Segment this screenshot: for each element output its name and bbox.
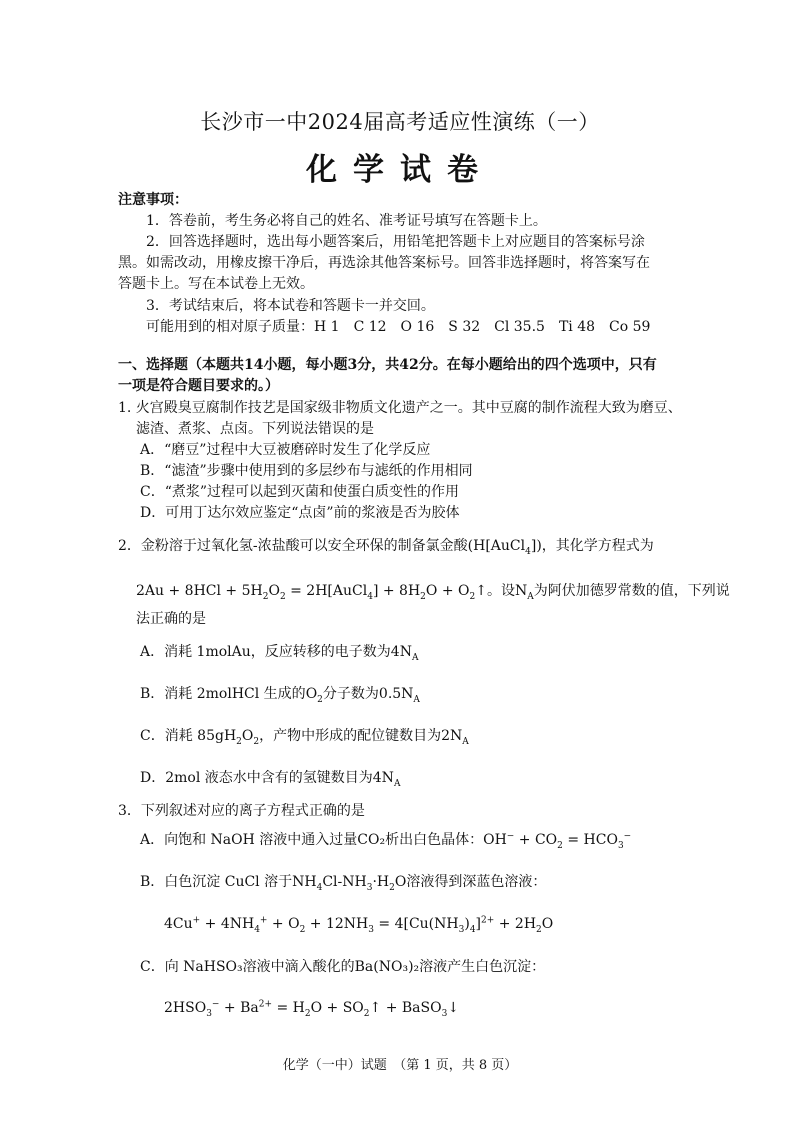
notice-item-1: 1．答卷前，考生务必将自己的姓名、准考证号填写在答题卡上。 [146,213,547,229]
q2-stem-line-1 [118,536,654,556]
q2-stem-line-3: 法正确的是 [136,611,206,627]
q2-option-b: B．消耗 2molHCl 生成的$O_2$分子数为$0.5N_A$ [140,686,420,705]
q2-eq-tail-2: 为阿伏加德罗常数的值，下列说 [533,583,730,599]
chloroauric-acid-formula: H[AuCl$_4$] [473,538,537,557]
q1-option-b: B．“滤渣”步骤中使用到的多层纱布与滤纸的作用相同 [140,463,473,479]
q2-stem-pre: 2．金粉溶于过氧化氢-浓盐酸可以安全环保的制备氯金酸( [118,538,474,554]
q3-option-b-equation: $4Cu^+ + 4NH_4^+ + O_2 + 12NH_3 = 4[Cu(NH_3)_4]^{2+} + 2H_2O$ [164,915,554,935]
q2-equation: $2Au + 8HCl + 5H_2O_2$ = 2H[AuCl$_4$] + $8H_2O$ + $O_2↑$ [136,583,487,602]
q2-option-d: D．2mol 液态水中含有的氢键数目为$4N_A$ [140,770,401,789]
q2-equation-line: $2Au + 8HCl + 5H_2O_2$ = 2H[AuCl$_4$] + $8H_2O$ + $O_2↑$。设$N_A$为阿伏加德罗常数的值，下列说 [136,583,730,602]
notice-item-3: 3．考试结束后，将本试卷和答题卡一并交回。 [146,298,435,314]
page-footer: 化学（一中）试题 （第 1 页，共 8 页） [282,1058,518,1073]
q3-option-a: A．向饱和 NaOH 溶液中通入过量CO₂析出白色晶体：$OH^- + CO_2 = HCO_3^-$ [140,831,632,851]
q2-option-b-text-2: 分子数为 [322,686,379,702]
q3-option-a-text: A．向饱和 NaOH 溶液中通入过量CO₂析出白色晶体： [140,832,484,848]
q2-option-c-text: C．消耗 85g [140,728,224,744]
q2-option-a: A．消耗 1molAu，反应转移的电子数为$4N_A$ [140,644,419,663]
q3-option-b-text: B．白色沉淀 CuCl 溶于 [140,874,293,890]
q1-option-a: A．“磨豆”过程中大豆被磨碎时发生了化学反应 [140,442,431,458]
q2-stem-post: )，其化学方程式为 [536,538,654,554]
notice-item-2b: 黑。如需改动，用橡皮擦干净后，再选涂其他答案标号。回答非选择题时，将答案写在 [118,255,650,271]
q1-option-c: C．“煮浆”过程可以起到灭菌和使蛋白质变性的作用 [140,484,460,500]
q1-stem-line-2: 滤渣、煮浆、点卤。下列说法错误的是 [136,421,374,437]
section-heading-line-2: 一项是符合题目要求的。） [118,378,279,394]
q2-eq-tail: 。设N [486,583,528,599]
notice-item-2a: 2．回答选择题时，选出每小题答案后，用铅笔把答题卡上对应题目的答案标号涂 [146,234,645,250]
atomic-mass-line: 可能用到的相对原子质量：H 1 C 12 O 16 S 32 Cl 35.5 Ti 48 Co 59 [146,319,651,335]
q1-stem-line-1: 1. 火宫殿臭豆腐制作技艺是国家级非物质文化遗产之一。其中豆腐的制作流程大致为磨豆、 [118,400,682,416]
q2-option-a-text: A．消耗 1molAu，反应转移的电子数为 [140,644,391,660]
q3-option-b: B．白色沉淀 CuCl 溶于$NH_4Cl-NH_3\cdot H_2O$溶液得到深蓝色溶液： [140,874,547,893]
q3-option-c-equation: $2HSO_3^- + Ba^{2+} = H_2O$ + $SO_2↑$ + BaSO$_3$↓ [164,999,460,1019]
q3-option-b-text-2: 溶液得到深蓝色溶液： [406,874,547,890]
exam-title: 长沙市一中2024届高考适应性演练（一） [200,110,600,134]
q1-option-d: D．可用丁达尔效应鉴定“点卤”前的浆液是否为胶体 [140,505,460,521]
q3-option-c: C．向 NaHSO₃溶液中滴入酸化的Ba(NO₃)₂溶液产生白色沉淀： [140,959,546,975]
q2-option-b-text: B．消耗 2molHCl 生成的 [140,686,306,702]
q2-option-c: C．消耗 $85gH_2O_2$，产物中形成的配位键数目为$2N_A$ [140,728,469,747]
notice-item-2c: 答题卡上。写在本试卷上无效。 [118,276,314,292]
q3-stem: 3．下列叙述对应的离子方程式正确的是 [118,803,365,819]
subject-title: 化学试卷 [306,152,494,188]
q2-option-c-text-2: ，产物中形成的配位键数目为 [259,728,442,744]
q2-option-d-text: D．2mol 液态水中含有的氢键数目为 [140,770,373,786]
section-heading-line-1: 一、选择题（本题共14小题，每小题3分，共42分。在每小题给出的四个选项中，只有 [118,357,657,373]
notice-heading: 注意事项： [118,192,188,208]
